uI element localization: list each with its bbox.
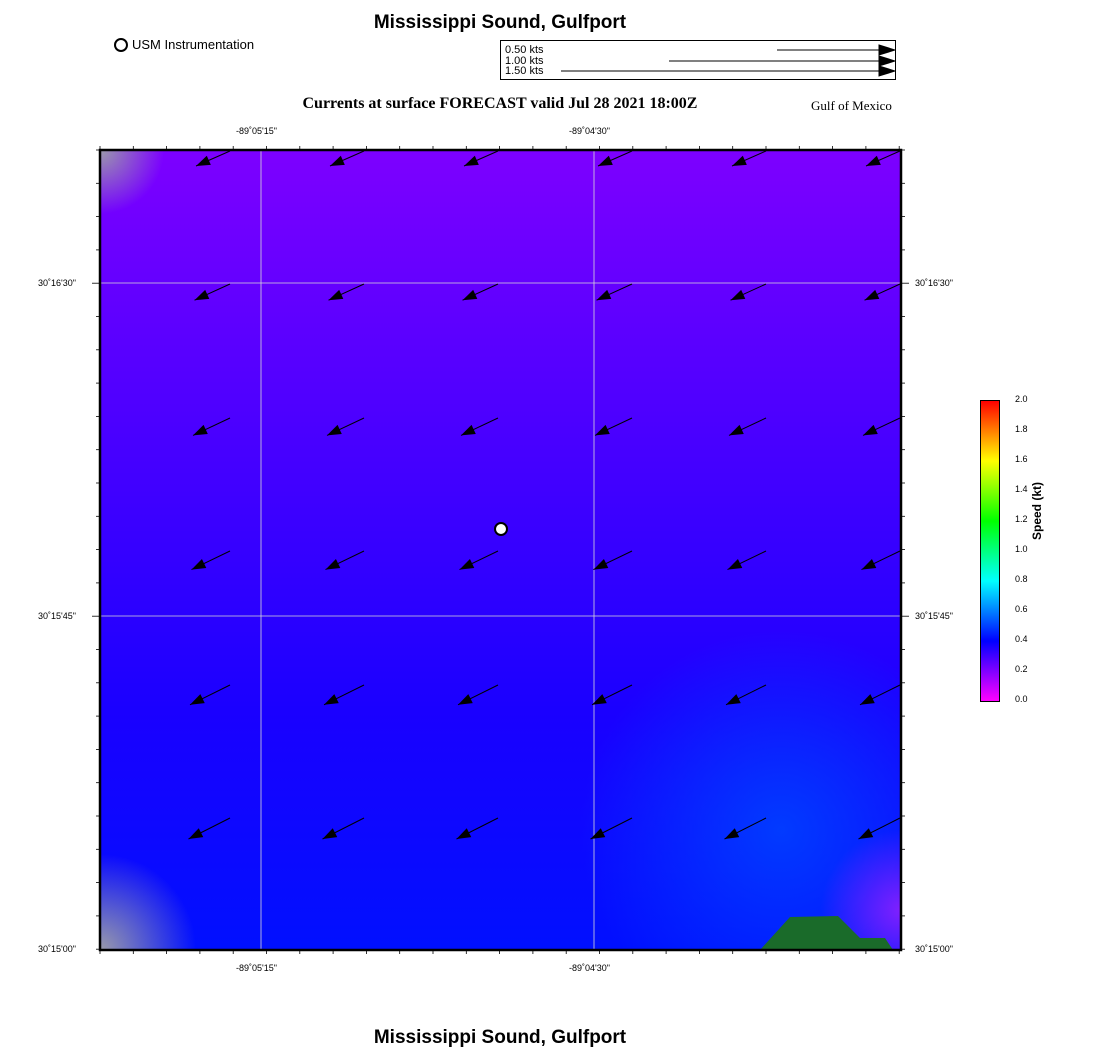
speed-scale-label: 1.00 kts [505, 55, 544, 67]
lat-tick-label: 30˚15'45" [38, 611, 76, 621]
lat-tick-label: 30˚16'30" [38, 278, 76, 288]
region-label: Gulf of Mexico [811, 98, 892, 113]
lon-tick-label: -89˚04'30" [569, 963, 610, 973]
forecast-subtitle: Currents at surface FORECAST valid Jul 28 2021 18:00Z [302, 95, 698, 112]
lon-tick-label: -89˚04'30" [569, 126, 610, 136]
colorbar-tick-label: 1.0 [1015, 544, 1028, 554]
lat-tick-label: 30˚15'00" [38, 944, 76, 954]
speed-shading [100, 150, 901, 950]
colorbar-title [1030, 482, 1044, 540]
lat-tick-label: 30˚15'45" [915, 611, 953, 621]
speed-scale-label: 0.50 kts [505, 44, 544, 56]
colorbar-tick-label: 0.2 [1015, 664, 1028, 674]
colorbar-tick-label: 0.8 [1015, 574, 1028, 584]
map-title-bottom: Mississippi Sound, Gulfport [373, 1027, 627, 1048]
colorbar-tick-label: 1.2 [1015, 514, 1028, 524]
colorbar-tick-label: 0.0 [1015, 694, 1028, 704]
colorbar-tick-label: 0.4 [1015, 634, 1028, 644]
legend-station-label: USM Instrumentation [132, 37, 255, 52]
lat-tick-label: 30˚16'30" [915, 278, 953, 288]
lat-tick-label: 30˚15'00" [915, 944, 953, 954]
map-title: Mississippi Sound, Gulfport [373, 12, 627, 33]
colorbar-tick-label: 1.6 [1015, 454, 1028, 464]
colorbar-tick-label: 0.6 [1015, 604, 1028, 614]
colorbar-tick-label: 1.4 [1015, 484, 1028, 494]
speed-scale-label: 1.50 kts [505, 65, 544, 77]
usm-station-marker[interactable] [495, 523, 507, 535]
colorbar-tick-label: 2.0 [1015, 394, 1028, 404]
speed-colorbar [980, 400, 1000, 702]
lon-tick-label: -89˚05'15" [236, 963, 277, 973]
colorbar-title-text: Speed (kt) [1030, 481, 1044, 540]
lon-tick-label: -89˚05'15" [236, 126, 277, 136]
colorbar-tick-label: 1.8 [1015, 424, 1028, 434]
